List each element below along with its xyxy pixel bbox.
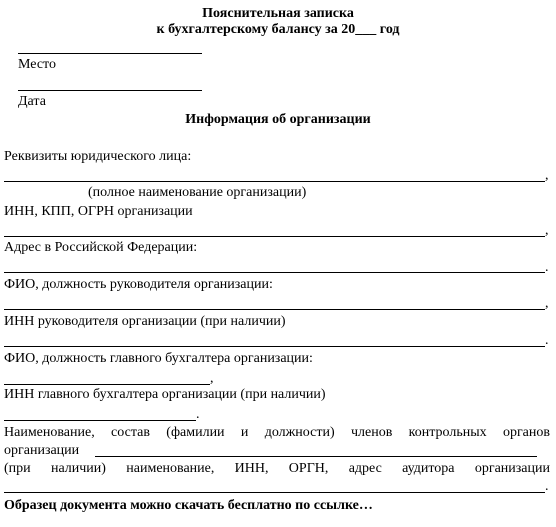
full-name-hint: (полное наименование организации) — [88, 185, 307, 200]
address-label: Адрес в Российской Федерации: — [4, 240, 198, 255]
section-title: Информация об организации — [185, 112, 371, 127]
date-blank-line[interactable] — [18, 90, 202, 91]
head-inn-label: ИНН руководителя организации (при наличии) — [4, 314, 286, 329]
comma-mark: , — [545, 168, 549, 183]
date-label: Дата — [18, 94, 46, 109]
chief-accountant-fio-blank-line[interactable] — [4, 384, 210, 385]
comma-mark: , — [545, 223, 549, 238]
chief-accountant-inn-label: ИНН главного бухгалтера организации (при наличии) — [4, 387, 326, 402]
control-bodies-label-cont: организации — [4, 443, 80, 458]
comma-mark: , — [545, 296, 549, 311]
inn-kpp-ogrn-blank-line[interactable] — [4, 236, 545, 237]
period-mark: . — [545, 333, 549, 348]
auditor-blank-line[interactable] — [4, 492, 545, 493]
head-fio-blank-line[interactable] — [4, 309, 545, 310]
period-mark: . — [196, 407, 200, 422]
address-blank-line[interactable] — [4, 272, 545, 273]
head-fio-label: ФИО, должность руководителя организации: — [4, 277, 273, 292]
period-mark: . — [545, 260, 549, 275]
requisites-blank-line[interactable] — [4, 181, 545, 182]
auditor-label: (при наличии) наименование, ИНН, ОРГН, адрес аудитора организации — [4, 461, 550, 476]
place-blank-line[interactable] — [18, 53, 202, 54]
requisites-label: Реквизиты юридического лица: — [4, 149, 192, 164]
control-bodies-blank-line[interactable] — [95, 456, 537, 457]
document-subtitle: к бухгалтерскому балансу за 20___ год — [156, 22, 400, 37]
inn-kpp-ogrn-label: ИНН, КПП, ОГРН организации — [4, 204, 193, 219]
head-inn-blank-line[interactable] — [4, 346, 545, 347]
period-mark: . — [545, 479, 549, 494]
chief-accountant-inn-blank-line[interactable] — [4, 420, 196, 421]
place-label: Место — [18, 57, 56, 72]
comma-mark: , — [210, 371, 214, 386]
control-bodies-label: Наименование, состав (фамилии и должности) членов контрольных органов — [4, 425, 550, 440]
download-link-text[interactable]: Образец документа можно скачать бесплатно по ссылке… — [4, 498, 373, 513]
document-title: Пояснительная записка — [202, 6, 354, 21]
chief-accountant-fio-label: ФИО, должность главного бухгалтера организации: — [4, 351, 313, 366]
